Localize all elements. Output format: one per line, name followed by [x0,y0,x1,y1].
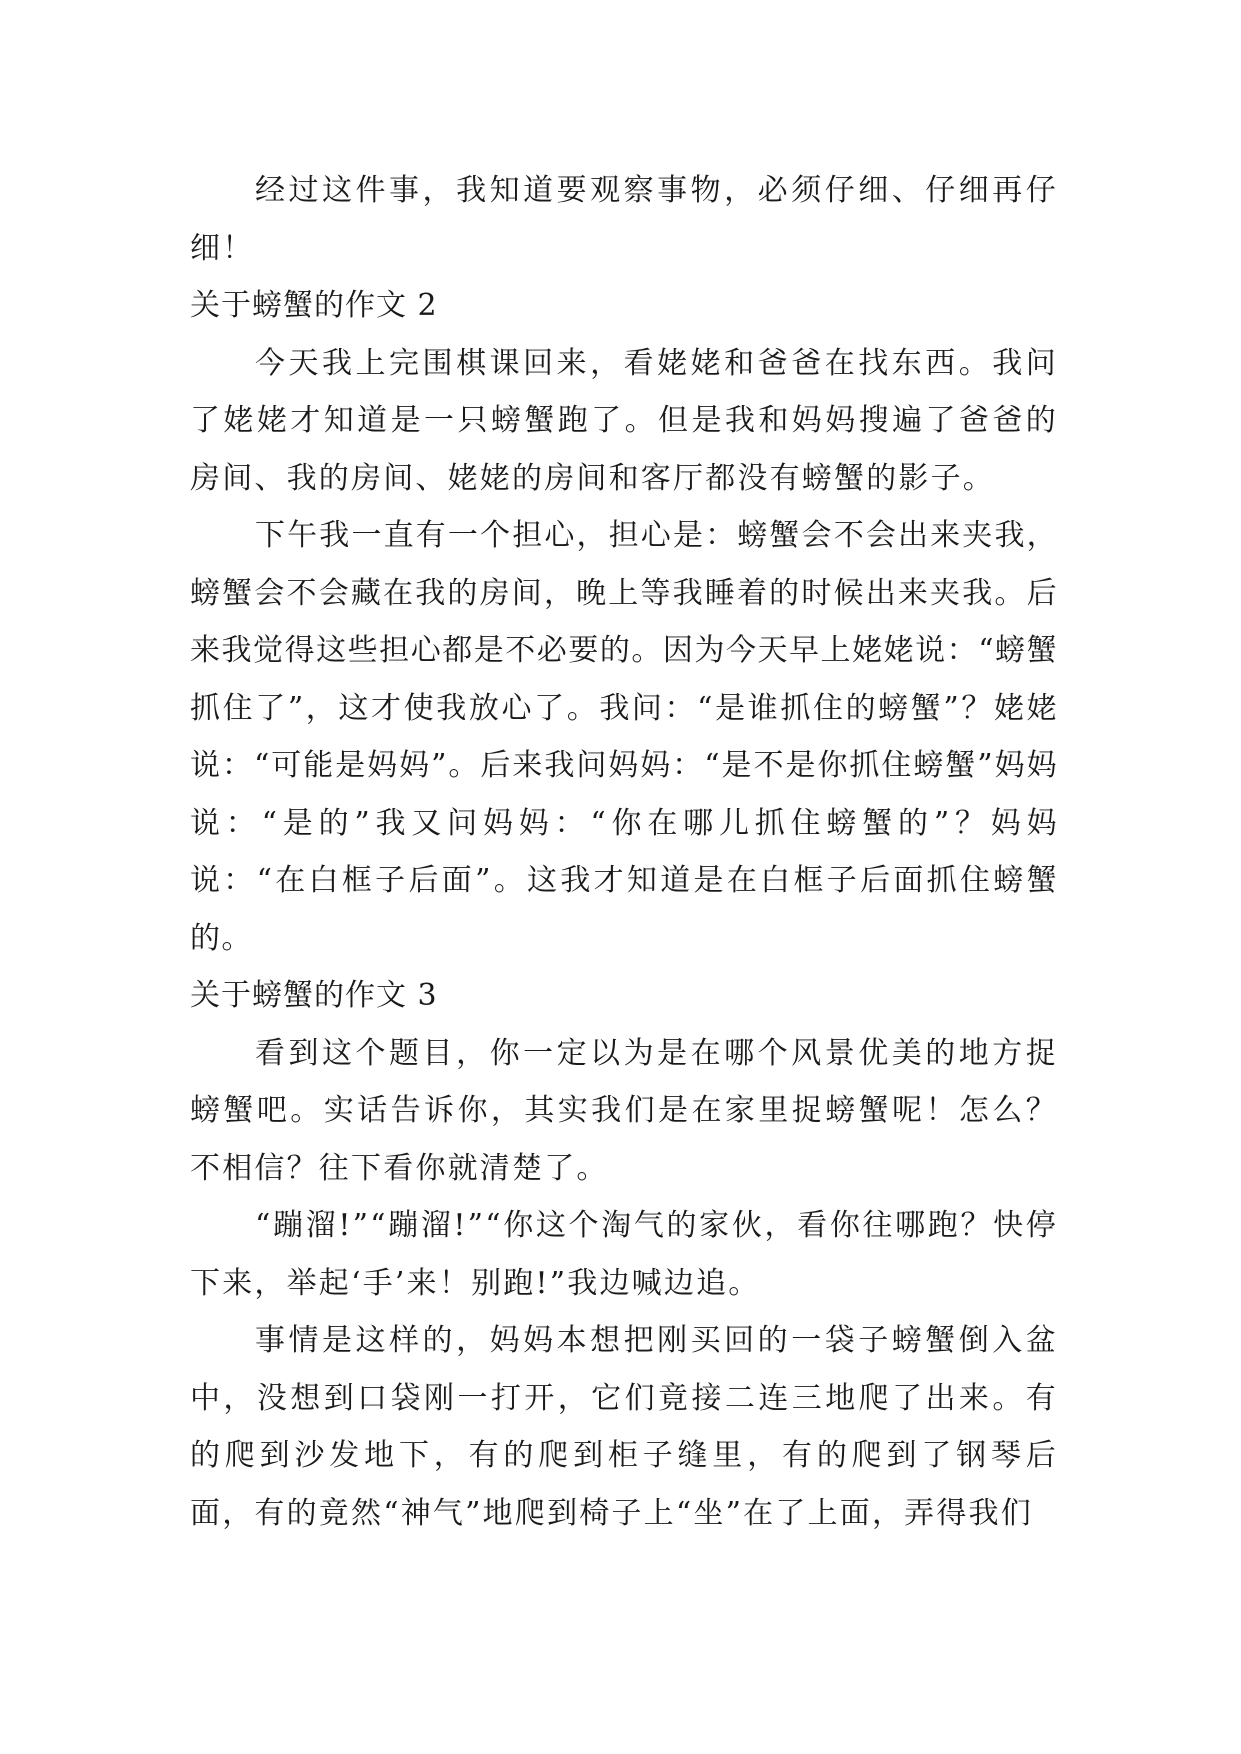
essay-2-paragraph-1: 今天我上完围棋课回来，看姥姥和爸爸在找东西。我问了姥姥才知道是一只螃蟹跑了。但是我和妈妈搜遍了爸爸的房间、我的房间、姥姥的房间和客厅都没有螃蟹的影子。 [190,345,1058,496]
document-body [190,162,1058,1542]
essay-3-paragraph-1: 看到这个题目，你一定以为是在哪个风景优美的地方捉螃蟹吧。实话告诉你，其实我们是在家里捉螃蟹呢！怎么？不相信？往下看你就清楚了。 [190,1035,1058,1186]
closing-paragraph: 经过这件事，我知道要观察事物，必须仔细、仔细再仔细！ [190,173,1058,266]
essay-2-title: 关于螃蟹的作文 2 [190,288,438,323]
essay-3-paragraph-2: “蹦溜!”“蹦溜!”“你这个淘气的家伙，看你往哪跑？快停下来，举起‘手’来！别跑!”我边喊边追。 [190,1208,1058,1301]
essay-2-paragraph-2: 下午我一直有一个担心，担心是：螃蟹会不会出来夹我，螃蟹会不会藏在我的房间，晚上等我睡着的时候出来夹我。后来我觉得这些担心都是不必要的。因为今天早上姥姥说：“螃蟹抓住了”，这才使我放心了。我问：“是谁抓住的螃蟹”？姥姥说：“可能是妈妈”。后来我问妈妈：“是不是你抓住螃蟹”妈妈说：“是的”我又问妈妈：“你在哪儿抓住螃蟹的”？妈妈说：“在白框子后面”。这我才知道是在白框子后面抓住螃蟹的。 [190,518,1058,956]
essay-3-title: 关于螃蟹的作文 3 [190,978,438,1013]
essay-3-paragraph-3: 事情是这样的，妈妈本想把刚买回的一袋子螃蟹倒入盆中，没想到口袋刚一打开，它们竟接二连三地爬了出来。有的爬到沙发地下，有的爬到柜子缝里，有的爬到了钢琴后面，有的竟然“神气”地爬到椅子上“坐”在了上面，弄得我们 [190,1323,1058,1531]
